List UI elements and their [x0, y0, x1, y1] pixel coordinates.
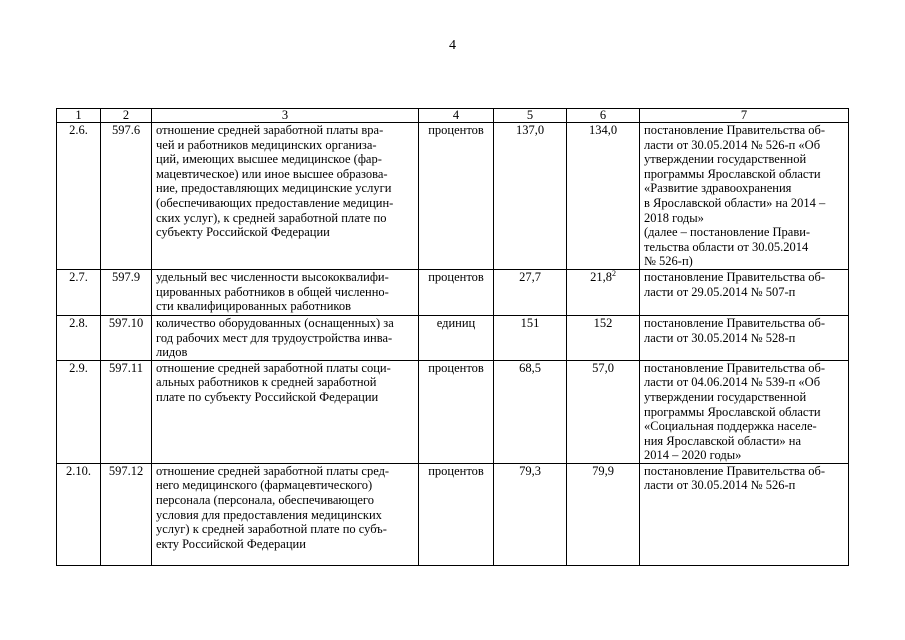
indicator-line: отношение средней заработной платы соци-: [156, 360, 391, 375]
source-line: № 526-п): [644, 254, 693, 269]
indicator-line: год рабочих мест для трудоустройства инва-: [156, 330, 393, 345]
unit-of-measure: процентов: [419, 463, 494, 565]
table-row: [57, 123, 849, 270]
source-line: ласти от 30.05.2014 № 528-п: [644, 330, 796, 345]
value-col-6-text: 57,0: [592, 360, 614, 375]
source-line: ласти от 04.06.2014 № 539-п «Об: [644, 375, 821, 390]
indicator-code: 597.10: [101, 315, 152, 360]
source-line: «Социальная поддержка населе-: [644, 419, 817, 434]
source-line: в Ярославской области» на 2014 –: [644, 195, 826, 210]
indicator-line: ние, предоставляющих медицинские услуги: [156, 181, 392, 196]
page-number: 4: [449, 38, 456, 53]
value-col-5: 27,7: [494, 269, 567, 315]
header-col-3: 3: [152, 109, 419, 123]
header-col-5: 5: [494, 109, 567, 123]
indicator-line: альных работников к средней заработной: [156, 375, 377, 390]
indicator-line: отношение средней заработной платы сред-: [156, 463, 390, 478]
source-line: утверждении государственной: [644, 152, 807, 167]
source-line: тельства области от 30.05.2014: [644, 239, 809, 254]
header-col-2: 2: [101, 109, 152, 123]
table-row: [57, 360, 849, 463]
indicator-line: удельный вес численности высококвалифи-: [156, 269, 389, 284]
header-col-7: 7: [640, 109, 849, 123]
header-col-4: 4: [419, 109, 494, 123]
header-col-1: 1: [57, 109, 101, 123]
indicator-code: 597.6: [101, 123, 152, 270]
table-row: [57, 463, 849, 565]
source-line: 2014 – 2020 годы»: [644, 448, 742, 463]
source-line: постановление Правительства об-: [644, 269, 826, 284]
source-document: [640, 269, 849, 315]
row-number: 2.8.: [57, 315, 101, 360]
value-col-5: 68,5: [494, 360, 567, 463]
row-number: 2.6.: [57, 123, 101, 270]
unit-of-measure: процентов: [419, 269, 494, 315]
value-col-6-text: 152: [593, 315, 613, 330]
source-line: 2018 годы»: [644, 210, 704, 225]
indicator-line: персонала (персонала, обеспечивающего: [156, 493, 374, 508]
unit-of-measure: процентов: [419, 360, 494, 463]
unit-of-measure: единиц: [419, 315, 494, 360]
indicator-line: него медицинского (фармацевтического): [156, 478, 373, 493]
value-col-6: [567, 463, 640, 565]
source-line: постановление Правительства об-: [644, 315, 826, 330]
source-line: программы Ярославской области: [644, 404, 821, 419]
indicator-line: субъекту Российской Федерации: [156, 225, 330, 240]
indicator-name: [152, 360, 419, 463]
indicator-line: ций, имеющих высшее медицинское (фар-: [156, 152, 382, 167]
value-col-6-text: 21,8: [590, 269, 612, 284]
row-number: 2.9.: [57, 360, 101, 463]
indicator-line: (обеспечивающих предоставление медицин-: [156, 195, 394, 210]
indicator-code: 597.9: [101, 269, 152, 315]
header-row: [57, 109, 849, 123]
indicator-name: [152, 123, 419, 270]
indicator-line: чей и работников медицинских организа-: [156, 137, 377, 152]
indicator-name: [152, 463, 419, 565]
indicator-line: отношение средней заработной платы вра-: [156, 123, 384, 137]
indicator-line: условия для предоставления медицинских: [156, 507, 382, 522]
source-line: постановление Правительства об-: [644, 463, 826, 478]
footnote-marker: 2: [611, 268, 616, 278]
value-col-6: [567, 360, 640, 463]
indicator-name: [152, 315, 419, 360]
indicator-line: мацевтическое) или иное высшее образова-: [156, 166, 388, 181]
unit-of-measure: процентов: [419, 123, 494, 270]
source-document: [640, 463, 849, 565]
indicator-line: сти квалифицированных работников: [156, 299, 352, 314]
source-line: ласти от 30.05.2014 № 526-п «Об: [644, 137, 821, 152]
value-col-6: [567, 269, 640, 315]
value-col-5: 79,3: [494, 463, 567, 565]
source-line: ласти от 30.05.2014 № 526-п: [644, 478, 796, 493]
value-col-5: 151: [494, 315, 567, 360]
indicator-line: лидов: [156, 345, 188, 360]
table-row: [57, 315, 849, 360]
row-number: 2.10.: [57, 463, 101, 565]
indicator-line: количество оборудованных (оснащенных) за: [156, 315, 394, 330]
indicator-code: 597.11: [101, 360, 152, 463]
indicator-line: цированных работников в общей численно-: [156, 284, 389, 299]
indicator-code: 597.12: [101, 463, 152, 565]
source-line: «Развитие здравоохранения: [644, 181, 792, 196]
value-col-6-text: 134,0: [588, 123, 618, 137]
source-line: (далее – постановление Прави-: [644, 225, 811, 240]
indicator-line: екту Российской Федерации: [156, 536, 306, 551]
source-line: постановление Правительства об-: [644, 360, 826, 375]
source-document: [640, 360, 849, 463]
value-col-6-text: 79,9: [592, 463, 614, 478]
table-row: [57, 269, 849, 315]
value-col-5: 137,0: [494, 123, 567, 270]
value-col-6: [567, 315, 640, 360]
header-col-6: 6: [567, 109, 640, 123]
row-number: 2.7.: [57, 269, 101, 315]
indicators-table: [56, 108, 849, 566]
source-document: [640, 315, 849, 360]
indicator-line: плате по субъекту Российской Федерации: [156, 389, 379, 404]
source-line: ласти от 29.05.2014 № 507-п: [644, 284, 796, 299]
source-document: [640, 123, 849, 270]
indicator-line: ских услуг), к средней заработной плате по: [156, 210, 387, 225]
value-col-6: [567, 123, 640, 270]
source-line: программы Ярославской области: [644, 166, 821, 181]
indicator-line: услуг) к средней заработной плате по субъ-: [156, 522, 387, 537]
source-line: постановление Правительства об-: [644, 123, 826, 137]
indicator-name: [152, 269, 419, 315]
source-line: утверждении государственной: [644, 389, 807, 404]
source-line: ния Ярославской области» на: [644, 433, 802, 448]
